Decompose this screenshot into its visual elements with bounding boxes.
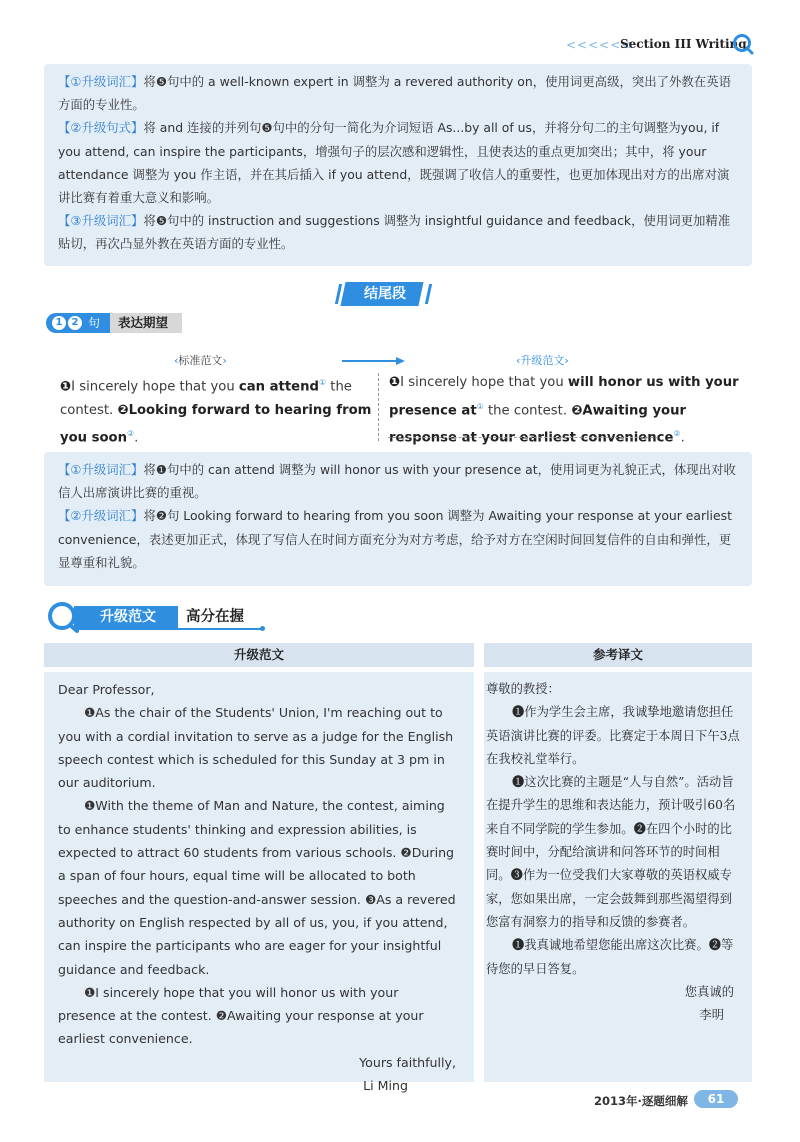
chinese-panel — [484, 672, 752, 1082]
header-title: Section III Writing — [620, 37, 747, 51]
translation-paragraph-1: ❶作为学生会主席，我诚挚地邀请您担任英语演讲比赛的评委。比赛定于本周日下午3点在我校礼堂举行。 — [486, 705, 740, 766]
standard-label: ‹标准范文› — [174, 354, 227, 367]
letter-paragraph-3: ❶I sincerely hope that you will honor us with your presence at the contest. ❷Awaiting your response at your earliest convenience. — [58, 984, 424, 1047]
english-panel-header: 升级范文 — [44, 643, 474, 667]
letter-closing: Yours faithfully, — [359, 1054, 456, 1070]
header-arrows: <<<<<< — [566, 38, 633, 52]
divider — [378, 373, 379, 441]
translation-signature: 李明 — [699, 1008, 724, 1023]
divider-bottom — [388, 437, 658, 438]
footer-text: 2013年·逐题细解 — [594, 1094, 688, 1108]
top-note-2: 【②升级句式】将 and 连接的并列句❺句中的分句一简化为介词短语 As...by all of us，并将分句二的主句调整为you, if you attend, can inspire the participants，增强句子的层次感和逻辑性，且使表达的重点更加突出；其中，将 your attendance 调整为 you 作主语，并在其后插入 if you attend，既强调了收信人的重要性，也更加体现出对方的出席对演讲比赛有着重大意义和影响。 — [58, 120, 730, 206]
letter-greeting: Dear Professor, — [58, 682, 155, 697]
translation-paragraph-3: ❶我真诚地希望您能出席这次比赛。❷等待您的早日答复。 — [486, 938, 734, 976]
translation-closing: 您真诚的 — [684, 984, 734, 999]
page-number: 61 — [694, 1090, 738, 1108]
pill-label: 表达期望 — [110, 313, 182, 333]
letter-signature: Li Ming — [363, 1078, 408, 1094]
arrow-right-icon — [342, 356, 406, 366]
mid-notes-box — [44, 452, 752, 586]
mid-note-1: 【①升级词汇】将❶句中的 can attend 调整为 will honor us with your presence at，使用词更为礼貌正式，体现出对收信人出席演讲比赛的重视。 — [58, 462, 736, 501]
top-notes-box — [44, 64, 752, 266]
standard-text: ❶I sincerely hope that you can attend① the contest. ❷Looking forward to hearing from you soon②. — [60, 378, 372, 446]
letter-paragraph-2: ❶With the theme of Man and Nature, the contest, aiming to enhance students' thinking and expression abilities, is expected to attract 60 students from various schools. ❷During a span of four hours, equal time will be allocated to both speeches and the question-and-answer session. ❸As a revered authority on English respected by all of us, you, if you attend, can inspire the participants who are eager for your insightful guidance and feedback. — [58, 798, 456, 977]
top-note-3: 【③升级词汇】将❺句中的 instruction and suggestions 调整为 insightful guidance and feedback，使用词更加精准贴切，再次凸显外教在英语方面的专业性。 — [58, 213, 731, 252]
letter-paragraph-1: ❶As the chair of the Students' Union, I'm reaching out to you with a cordial invitation to serve as a judge for the English speech contest which is scheduled for this Sunday at 3 pm in our auditorium. — [58, 705, 454, 791]
upgraded-text: ❶I sincerely hope that you will honor us with your presence at① the contest. ❷Awaiting your response at your earliest convenience②. — [389, 375, 739, 446]
translation-greeting: 尊敬的教授： — [486, 682, 560, 696]
section-title: 结尾段 — [335, 282, 435, 306]
mid-note-2: 【②升级词汇】将❷句 Looking forward to hearing from you soon 调整为 Awaiting your response at your earliest convenience，表述更加正式，体现了写信人在时间方面充分为对方考虑，给予对方在空闲时间回复信件的自由和弹性，更显尊重和礼貌。 — [58, 508, 732, 570]
translation-paragraph-2: ❶这次比赛的主题是“人与自然”。活动旨在提升学生的思维和表达能力，预计吸引60名来自不同学院的学生参加。❷在四个小时的比赛时间中，分配给演讲和问答环节的时间相同。❸作为一位受我们大家尊敬的英语权威专家，您如果出席，一定会鼓舞到那些渴望得到您富有洞察力的指导和反馈的参赛者。 — [486, 775, 736, 929]
sentence-pill: 1 2 句 表达期望 — [46, 313, 182, 333]
upgraded-label: ‹升级范文› — [516, 354, 569, 367]
chinese-panel-header: 参考译文 — [484, 643, 752, 667]
english-panel — [44, 672, 474, 1094]
magnifier-icon — [732, 33, 754, 55]
top-note-1: 【①升级词汇】将❺句中的 a well-known expert in 调整为 a revered authority on，使用词更高级，突出了外教在英语方面的专业性。 — [58, 74, 731, 113]
upgrade-heading: 升级范文 高分在握 — [44, 601, 264, 633]
